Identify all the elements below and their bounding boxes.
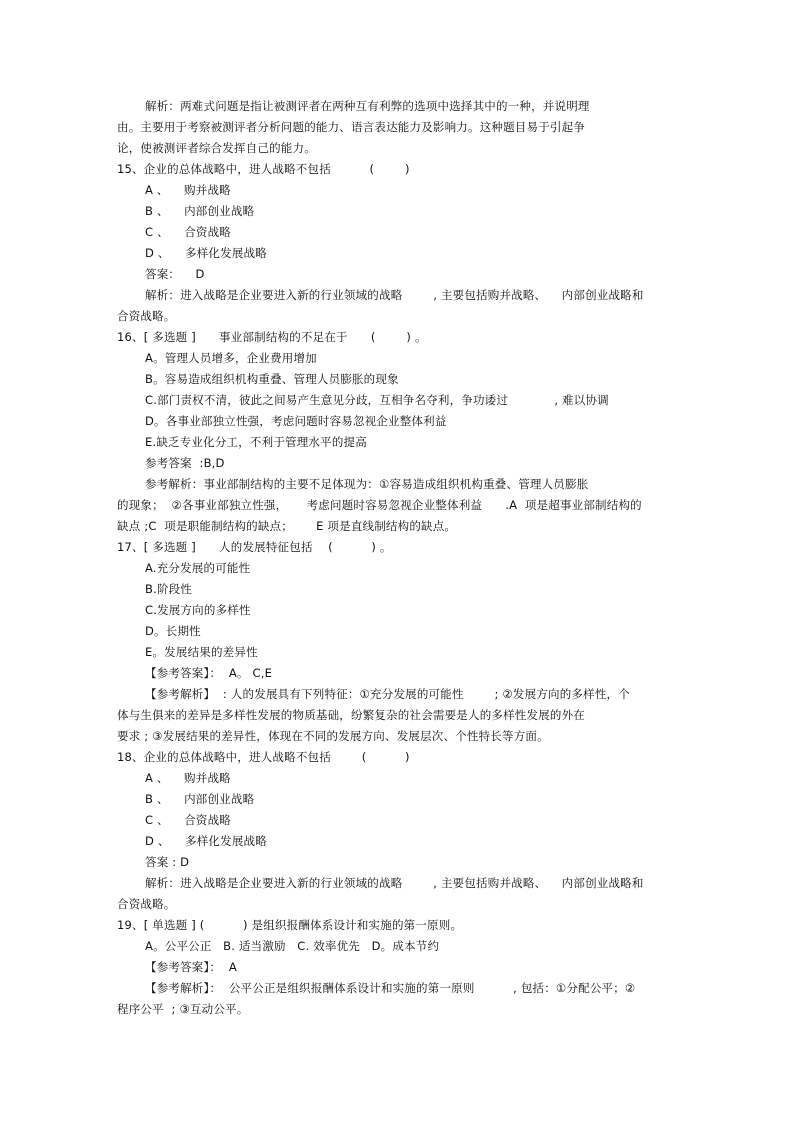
option-b: B 、 内部创业战略	[145, 792, 255, 806]
option-c: C.部门责权不清，彼此之间易产生意见分歧，互相争名夺利，争功诿过 , 难以协调	[145, 393, 609, 407]
text-line: 程序公平 ; ③互动公平。	[117, 1002, 249, 1016]
answer: 参考答案 :B,D	[145, 456, 225, 470]
option-c: C 、 合资战略	[145, 813, 232, 827]
option-d: D 、 多样化发展战略	[145, 834, 267, 848]
explanation: 解析：进入战略是企业要进入新的行业领域的战略 , 主要包括购并战略、 内部创业战略和	[145, 288, 644, 302]
option-a: A.充分发展的可能性	[145, 561, 251, 575]
option-d: D 、 多样化发展战略	[145, 246, 267, 260]
answer: 【参考答案】： A。 C,E	[145, 666, 273, 680]
text-line: 合资战略。	[117, 309, 176, 323]
option-c: C 、 合资战略	[145, 225, 232, 239]
text-line: 论，使被测评者综合发挥自己的能力。	[117, 141, 316, 155]
text-line: 解析：两难式问题是指让被测评者在两种互有利弊的选项中选择其中的一种，并说明理	[145, 99, 590, 113]
option-a: A 、 购并战略	[145, 183, 231, 197]
option-d: D。长期性	[145, 624, 201, 638]
option-c: C.发展方向的多样性	[145, 603, 251, 617]
text-line: 体与生俱来的差异是多样性发展的物质基础，纷繁复杂的社会需要是人的多样性发展的外在	[117, 708, 585, 722]
option-e: E.缺乏专业化分工，不利于管理水平的提高	[145, 435, 367, 449]
option-a: A。管理人员增多，企业费用增加	[145, 351, 317, 365]
option-b: B.阶段性	[145, 582, 193, 596]
option-e: E。发展结果的差异性	[145, 645, 258, 659]
answer: 答案： D	[145, 267, 205, 281]
question-18: 18、企业的总体战略中，进人战略不包括 ( )	[117, 750, 410, 764]
text-line: 要求 ; ③发展结果的差异性，体现在不同的发展方向、发展层次、个性特长等方面。	[117, 729, 549, 743]
explanation: 【参考解析】 : 人的发展具有下列特征：①充分发展的可能性 ; ②发展方向的多样性，个	[145, 687, 630, 701]
option-d: D。各事业部独立性强，考虑问题时容易忽视企业整体利益	[145, 414, 447, 428]
option-a: A 、 购并战略	[145, 771, 231, 785]
question-19: 19、[ 单选题 ] ( ) 是组织报酬体系设计和实施的第一原则。	[117, 918, 463, 932]
question-17: 17、[ 多选题 ] 人的发展特征包括 ( ) 。	[117, 540, 392, 554]
text-line: 缺点 ;C 项是职能制结构的缺点； E 项是直线制结构的缺点。	[117, 519, 457, 533]
answer: 【参考答案】： A	[145, 960, 237, 974]
text-line: 由。主要用于考察被测评者分析问题的能力、语言表达能力及影响力。这种题目易于引起争	[117, 120, 585, 134]
question-16: 16、[ 多选题 ] 事业部制结构的不足在于 ( ) 。	[117, 330, 427, 344]
options: A。公平公正 B. 适当激励 C. 效率优先 D。成本节约	[145, 939, 440, 953]
option-b: B 、 内部创业战略	[145, 204, 255, 218]
explanation: 解析：进入战略是企业要进入新的行业领域的战略 , 主要包括购并战略、 内部创业战略和	[145, 876, 644, 890]
question-15: 15、企业的总体战略中，进人战略不包括 ( )	[117, 162, 410, 176]
explanation: 参考解析：事业部制结构的主要不足体现为：①容易造成组织机构重叠、管理人员膨胀	[145, 477, 589, 491]
text-line: 的现象； ②各事业部独立性强， 考虑问题时容易忽视企业整体利益 .A 项是超事业部制结构的	[117, 498, 642, 512]
text-line: 合资战略。	[117, 897, 176, 911]
answer: 答案 : D	[145, 855, 190, 869]
explanation: 【参考解析】： 公平公正是组织报酬体系设计和实施的第一原则 , 包括：①分配公平；②	[145, 981, 636, 995]
option-b: B。容易造成组织机构重叠、管理人员膨胀的现象	[145, 372, 399, 386]
